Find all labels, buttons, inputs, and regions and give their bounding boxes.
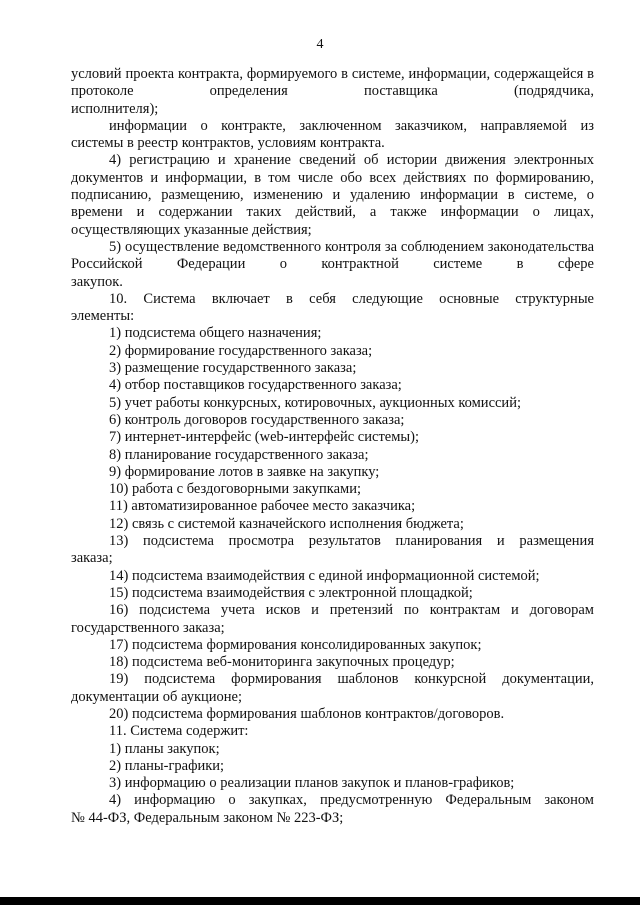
list-item: 11) автоматизированное рабочее место заказчика; bbox=[109, 498, 416, 515]
page-number: 4 bbox=[316, 37, 324, 52]
list-item: 10) работа с бездоговорными закупками; bbox=[109, 481, 361, 498]
section-11-item: 3) информацию о реализации планов закупок и планов-графиков; bbox=[109, 775, 515, 792]
list-item: 6) контроль договоров государственного заказа; bbox=[109, 411, 405, 428]
paragraph-departmental-control: 5) осуществление ведомственного контроля за соблюдением законодательства Российской Федерации о контрактной системе в сфере bbox=[71, 238, 594, 273]
list-item-16: 16) подсистема учета исков и претензий по контрактам и договорам bbox=[109, 602, 594, 619]
section-11-item-4-end: № 44-ФЗ, Федеральным законом № 223-ФЗ; bbox=[71, 809, 344, 826]
section-11-item-4: 4) информацию о закупках, предусмотренную Федеральным законом bbox=[109, 792, 594, 809]
list-item-19: 19) подсистема формирования шаблонов конкурсной документации, bbox=[109, 671, 594, 688]
list-item: 7) интернет-интерфейс (web-интерфейс системы); bbox=[109, 429, 419, 446]
list-item: 12) связь с системой казначейского исполнения бюджета; bbox=[109, 515, 464, 532]
scan-bottom-border bbox=[0, 897, 640, 905]
paragraph-contract-info: информации о контракте, заключенном заказчиком, направляемой из bbox=[109, 117, 594, 134]
list-item: 2) формирование государственного заказа; bbox=[109, 342, 373, 359]
document-body bbox=[71, 66, 594, 827]
list-item-16-end: государственного заказа; bbox=[71, 619, 225, 636]
list-item-17: 17) подсистема формирования консолидированных закупок; bbox=[109, 636, 482, 653]
list-item: 5) учет работы конкурсных, котировочных, аукционных комиссий; bbox=[109, 394, 521, 411]
list-item-15: 15) подсистема взаимодействия с электронной площадкой; bbox=[109, 584, 473, 601]
list-item-14: 14) подсистема взаимодействия с единой информационной системой; bbox=[109, 567, 540, 584]
paragraph-history-registration: 4) регистрацию и хранение сведений об истории движения электронных документов и информации, в том числе обо всех действиях по формированию, подписанию, размещению, изменению и удалению информации в системе, о времени и содержании таких действий, а также информации о лицах, bbox=[71, 152, 594, 221]
list-item-19-end: документации об аукционе; bbox=[71, 688, 242, 705]
list-item: 3) размещение государственного заказа; bbox=[109, 360, 357, 377]
section-10-heading-end: элементы: bbox=[71, 308, 135, 325]
paragraph-contract-info-end: системы в реестр контрактов, условиям контракта. bbox=[71, 135, 385, 152]
list-item-13: 13) подсистема просмотра результатов планирования и размещения bbox=[109, 533, 594, 550]
list-item: 4) отбор поставщиков государственного заказа; bbox=[109, 377, 402, 394]
paragraph-contract-terms-end: исполнителя); bbox=[71, 100, 159, 117]
list-item: 1) подсистема общего назначения; bbox=[109, 325, 322, 342]
section-10-heading: 10. Система включает в себя следующие основные структурные bbox=[109, 290, 594, 307]
section-11-item: 1) планы закупок; bbox=[109, 740, 220, 757]
list-item: 9) формирование лотов в заявке на закупку; bbox=[109, 463, 380, 480]
section-11-heading: 11. Система содержит: bbox=[109, 723, 249, 740]
list-item: 8) планирование государственного заказа; bbox=[109, 446, 369, 463]
paragraph-contract-terms: условий проекта контракта, формируемого в системе, информации, содержащейся в протоколе определения поставщика (подрядчика, bbox=[71, 66, 594, 100]
paragraph-departmental-control-end: закупок. bbox=[71, 273, 123, 290]
list-item-20: 20) подсистема формирования шаблонов контрактов/договоров. bbox=[109, 705, 505, 722]
list-item-13-end: заказа; bbox=[71, 550, 113, 567]
section-11-item: 2) планы-графики; bbox=[109, 757, 225, 774]
paragraph-history-registration-end: осуществляющих указанные действия; bbox=[71, 221, 312, 238]
list-item-18: 18) подсистема веб-мониторинга закупочных процедур; bbox=[109, 654, 455, 671]
